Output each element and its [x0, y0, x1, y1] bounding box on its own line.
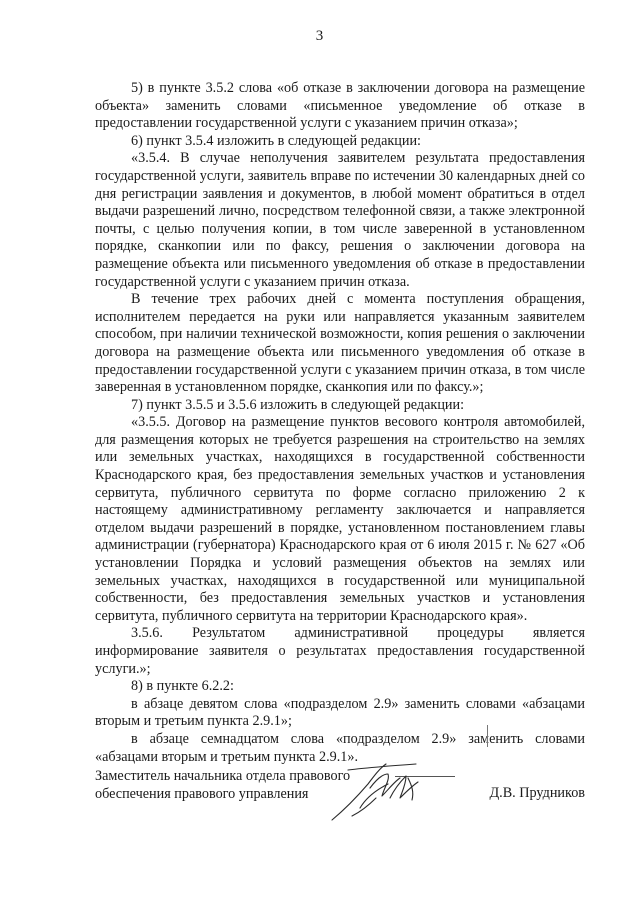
signatory-position-line1: Заместитель начальника отдела правового [95, 768, 351, 784]
signatory-position-line2: обеспечения правового управления [95, 785, 309, 802]
paragraph-3-5-4-continued: В течение трех рабочих дней с момента поступления обращения, исполнителем передается на руки или направляется указанным заявителем способом, при наличии технической возможности, копия решения о заключении договора на размещение объекта или письменного уведомления об отказе в предоставлении государственной услуги с указанием причин отказа, в том числе заверенная в установленном порядке, сканкопия или по факсу.»; [95, 291, 585, 396]
paragraph-item-6: 6) пункт 3.5.4 изложить в следующей редакции: [131, 132, 421, 149]
paragraph-abzac-9: в абзаце девятом слова «подразделом 2.9» заменить словами «абзацами вторым и третьим пункта 2.9.1»; [95, 695, 585, 730]
page-number: 3 [315, 28, 324, 44]
paragraph-abzac-17: в абзаце семнадцатом слова «подразделом 2.9» заменить словами «абзацами вторым и третьим пункта 2.9.1». [95, 730, 585, 765]
handwritten-signature [330, 758, 440, 828]
paragraph-item-8: 8) в пункте 6.2.2: [131, 678, 234, 695]
document-body [95, 80, 585, 766]
margin-tick-mark [487, 725, 488, 747]
paragraph-3-5-6: 3.5.6. Результатом административной процедуры является информирование заявителя о результатах предоставления государственной услуги.»; [95, 625, 585, 677]
paragraph-item-7: 7) пункт 3.5.5 и 3.5.6 изложить в следующей редакции: [131, 396, 465, 413]
signatory-name: Д.В. Прудников [489, 785, 585, 801]
paragraph-3-5-5: «3.5.5. Договор на размещение пунктов весового контроля автомобилей, для размещения которых не требуется разрешения на строительство на землях или земельных участках, находящихся в государственной собственности Краснодарского края, без предоставления земельных участков и установления сервитута, публичного сервитута по форме согласно приложению 2 к настоящему административному регламенту заключается и направляется отделом выдачи разрешений в порядке, установленном постановлением главы администрации (губернатора) Краснодарского края от 6 июля 2015 г. № 627 «Об установлении Порядка и условий размещения объектов на землях или земельных участках, находящихся в государственной или муниципальной собственности, без предоставления земельных участков и установления сервитута, публичного сервитута на территории Краснодарского края». [95, 414, 585, 624]
paragraph-item-5: 5) в пункте 3.5.2 слова «об отказе в заключении договора на размещение объекта» заменить словами «письменное уведомление об отказе в предоставлении государственной услуги с указанием причин отказа»; [95, 80, 585, 132]
paragraph-3-5-4: «3.5.4. В случае неполучения заявителем результата предоставления государственной услуги, заявитель вправе по истечении 30 календарных дней со дня регистрации заявления и документов, в любой момент обратиться в отдел выдачи разрешений лично, посредством телефонной связи, а также электронной почты, с целью получения копии, в том числе заверенной в установленном порядке, сканкопии или по факсу, решения о заключении договора на размещение объекта или письменного уведомления об отказе в предоставлении государственной услуги с указанием причин отказа. [95, 150, 585, 290]
signatory-position [95, 768, 350, 803]
signature-block [95, 768, 585, 828]
